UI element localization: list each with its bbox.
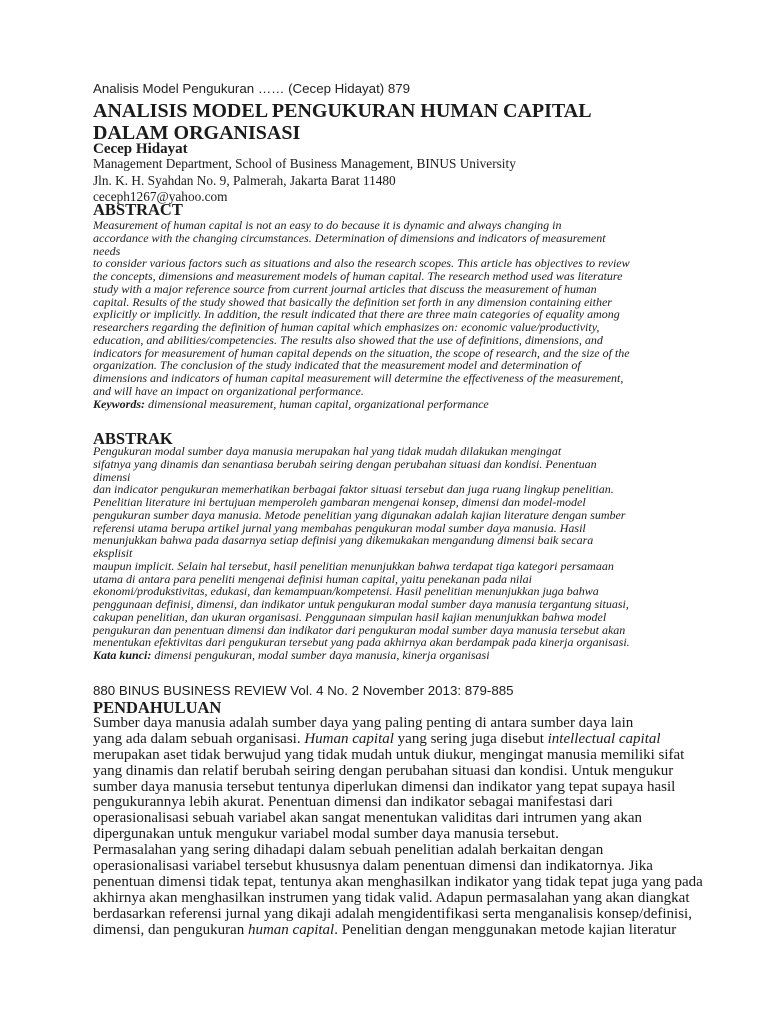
- paragraph-line: [93, 811, 675, 827]
- italic-term: Human capital: [304, 730, 394, 747]
- abstract-line: needs: [93, 243, 121, 258]
- text-run: dipergunakan untuk mengukur variabel modal sumber daya manusia tersebut.: [93, 826, 559, 843]
- text-run: akhirnya akan menghasilkan instrumen yang tidak valid. Adapun permasalahan yang akan diangkat: [93, 889, 690, 906]
- abstrak-line: referensi utama berupa artikel jurnal yang membahas pengukuran modal sumber daya manusia. Hasil: [93, 520, 586, 535]
- author-email: ceceph1267@yahoo.com: [93, 189, 228, 204]
- text-run: pengukurannya lebih akurat. Penentuan dimensi dan indikator sebagai manifestasi dari: [93, 794, 613, 811]
- text-run: sumber daya manusia tersebut tentunya diperlukan dimensi dan indikator yang tepat supaya hasil: [93, 778, 676, 795]
- running-header: Analisis Model Pengukuran …… (Cecep Hidayat) 879: [93, 81, 411, 96]
- paragraph-line: [93, 780, 675, 796]
- abstract-line: dimensions and indicators of human capital measurement will determine the effectiveness of the measurement,: [93, 371, 624, 385]
- abstrak-line: sifatnya yang dinamis dan senantiasa berubah seiring dengan perubahan situasi dan kondisi. Penentuan: [93, 456, 597, 471]
- paragraph-line: [93, 827, 675, 843]
- abstrak-line: Penelitian literature ini bertujuan memperoleh gambaran mengenai konsep, dimensi dan model-model: [93, 495, 586, 509]
- abstrak-line: pengukuran sumber daya manusia. Metode penelitian yang digunakan adalah kajian literature dengan sumber: [93, 507, 626, 522]
- author-name: Cecep Hidayat: [93, 141, 188, 157]
- text-run: yang ada dalam sebuah organisasi.: [93, 730, 305, 747]
- abstract-line: capital. Results of the study showed that basically the definition set forth in any dimension containing either: [93, 294, 612, 309]
- text-run: Sumber daya manusia adalah sumber daya yang paling penting di antara sumber daya lain: [93, 715, 634, 731]
- text-run: yang dinamis dan relatif berubah seiring dengan perubahan situasi dan kondisi. Untuk mengukur: [93, 762, 674, 779]
- paragraph-line: [93, 764, 675, 780]
- abstrak-line: ekonomi/produkstivitas, edukasi, dan kemampuan/kompetensi. Hasil penelitian menunjukkan juga bahwa: [93, 584, 599, 599]
- abstrak-line: menunjukkan bahwa pada dasarnya setiap definisi yang dikemukakan mengandung dimensi baik secara: [93, 533, 594, 548]
- paragraph-line: [93, 795, 675, 811]
- abstract-line: education, and abilities/competencies. The results also showed that the use of definitions, dimensions, and: [93, 332, 603, 347]
- paragraph-line: [93, 843, 675, 859]
- abstract-line: accordance with the changing circumstances. Determination of dimensions and indicators of measurement: [93, 230, 606, 245]
- abstract-body: [93, 219, 675, 410]
- affiliation-address: Jln. K. H. Syahdan No. 9, Palmerah, Jakarta Barat 11480: [93, 172, 396, 188]
- abstrak-line: dan indicator pengukuran memerhatikan berbagai faktor situasi tersebut dan juga ruang lingkup penelitian.: [93, 482, 614, 497]
- abstrak-line: cakupan penelitian, dan ukuran organisasi. Penggunaan simpulan hasil kajian menunjukkan bahwa model: [93, 609, 607, 624]
- abstrak-line: dimensi: [93, 469, 131, 484]
- affiliation: [93, 156, 675, 206]
- text-run: . Penelitian dengan menggunakan metode kajian literatur: [334, 921, 677, 938]
- keywords-text: dimensional measurement, human capital, organizational performance: [148, 396, 489, 411]
- abstrak-line: utama di antara para peneliti mengenai definisi human capital, yaitu penekanan pada nilai: [93, 571, 532, 586]
- text-run: dimensi, dan pengukuran: [93, 921, 248, 938]
- text-run: penentuan dimensi tidak tepat, tentunya akan menghasilkan indikator yang tidak tepat juga yang pada: [93, 873, 703, 890]
- paragraph-line: [93, 873, 703, 891]
- article-title: [93, 100, 675, 144]
- text-run: operasionalisasi sebuah variabel akan sangat menentukan validitas dari intrumen yang akan: [93, 810, 642, 827]
- text-run: Permasalahan yang sering dihadapi dalam sebuah penelitian adalah berkaitan dengan: [93, 842, 604, 859]
- kata-kunci: [93, 649, 675, 662]
- paragraph-line: [93, 859, 675, 875]
- kata-kunci-text: dimensi pengukuran, modal sumber daya manusia, kinerja organisasi: [154, 648, 490, 662]
- abstrak-body: [93, 445, 675, 662]
- abstract-line: Measurement of human capital is not an easy to do because it is dynamic and always changing in: [93, 218, 562, 232]
- abstract-heading: ABSTRACT: [93, 200, 183, 219]
- affiliation-department: Management Department, School of Business Management, BINUS University: [93, 156, 516, 171]
- kata-kunci-label: Kata kunci:: [93, 648, 152, 662]
- abstract-line: explicitly or implicitly. In addition, the result indicated that there are three main categories of equality among: [93, 307, 620, 322]
- abstract-line: and will have an impact on organizational performance.: [93, 383, 364, 398]
- text-run: merupakan aset tidak berwujud yang tidak mudah untuk diukur, mengingat manusia memiliki sifat: [93, 746, 685, 763]
- abstract-line: study with a major reference source from current journal articles that discuss the measurement of human: [93, 281, 597, 296]
- abstract-line: the concepts, dimensions and measurement models of human capital. The research method used was literature: [93, 269, 623, 283]
- abstrak-line: menentukan efektivitas dari pengukuran tersebut yang pada akhirnya akan berdampak pada kinerja organisasi.: [93, 635, 630, 650]
- abstrak-line: pengukuran dan penentuan dimensi dan indikator dari pengukuran modal sumber daya manusia tersebut akan: [93, 622, 626, 637]
- pendahuluan-body: [93, 715, 703, 938]
- paragraph-line: [93, 716, 675, 732]
- abstrak-line: penggunaan definisi, dimensi, dan indikator untuk pengukuran modal sumber daya manusia tergantung situasi,: [93, 597, 629, 611]
- text-run: yang sering juga disebut: [393, 730, 548, 747]
- title-line: ANALISIS MODEL PENGUKURAN HUMAN CAPITAL: [93, 100, 592, 122]
- abstrak-line: eksplisit: [93, 546, 133, 560]
- text-run: berdasarkan referensi jurnal yang dikaji adalah mengidentifikasi serta menganalisis konsep/definisi,: [93, 905, 692, 922]
- text-run: operasionalisasi variabel tersebut khususnya dalam penentuan dimensi dan indikatornya. Jika: [93, 858, 653, 875]
- italic-term: human capital: [247, 921, 335, 938]
- pendahuluan-heading: PENDAHULUAN: [93, 698, 222, 717]
- abstrak-line: Pengukuran modal sumber daya manusia merupakan hal yang tidak mudah dilakukan mengingat: [93, 444, 562, 458]
- abstract-line: researchers regarding the definition of human capital which emphasizes on: economic value/productivity,: [93, 320, 600, 334]
- abstract-line: to consider various factors such as situations and also the research scopes. This article has objectives to review: [93, 256, 630, 271]
- italic-term: intellectual capital: [547, 730, 661, 747]
- journal-citation: 880 BINUS BUSINESS REVIEW Vol. 4 No. 2 November 2013: 879-885: [93, 683, 514, 698]
- paragraph-line: [93, 746, 685, 764]
- abstract-line: organization. The conclusion of the study indicated that the measurement model and determination of: [93, 358, 581, 373]
- keywords-label: Keywords:: [93, 396, 145, 411]
- abstrak-heading: ABSTRAK: [93, 429, 173, 448]
- paragraph-line: [93, 889, 690, 907]
- paragraph-line: [93, 923, 675, 939]
- abstract-line: indicators for measurement of human capital depends on the situation, the scope of research, and the size of the: [93, 345, 630, 360]
- paragraph-line: [93, 732, 675, 748]
- paragraph-line: [93, 905, 692, 923]
- abstrak-line: maupun implicit. Selain hal tersebut, hasil penelitian menunjukkan bahwa terdapat tiga kategori persamaan: [93, 558, 614, 573]
- title-line: DALAM ORGANISASI: [93, 122, 301, 144]
- keywords: [93, 398, 675, 411]
